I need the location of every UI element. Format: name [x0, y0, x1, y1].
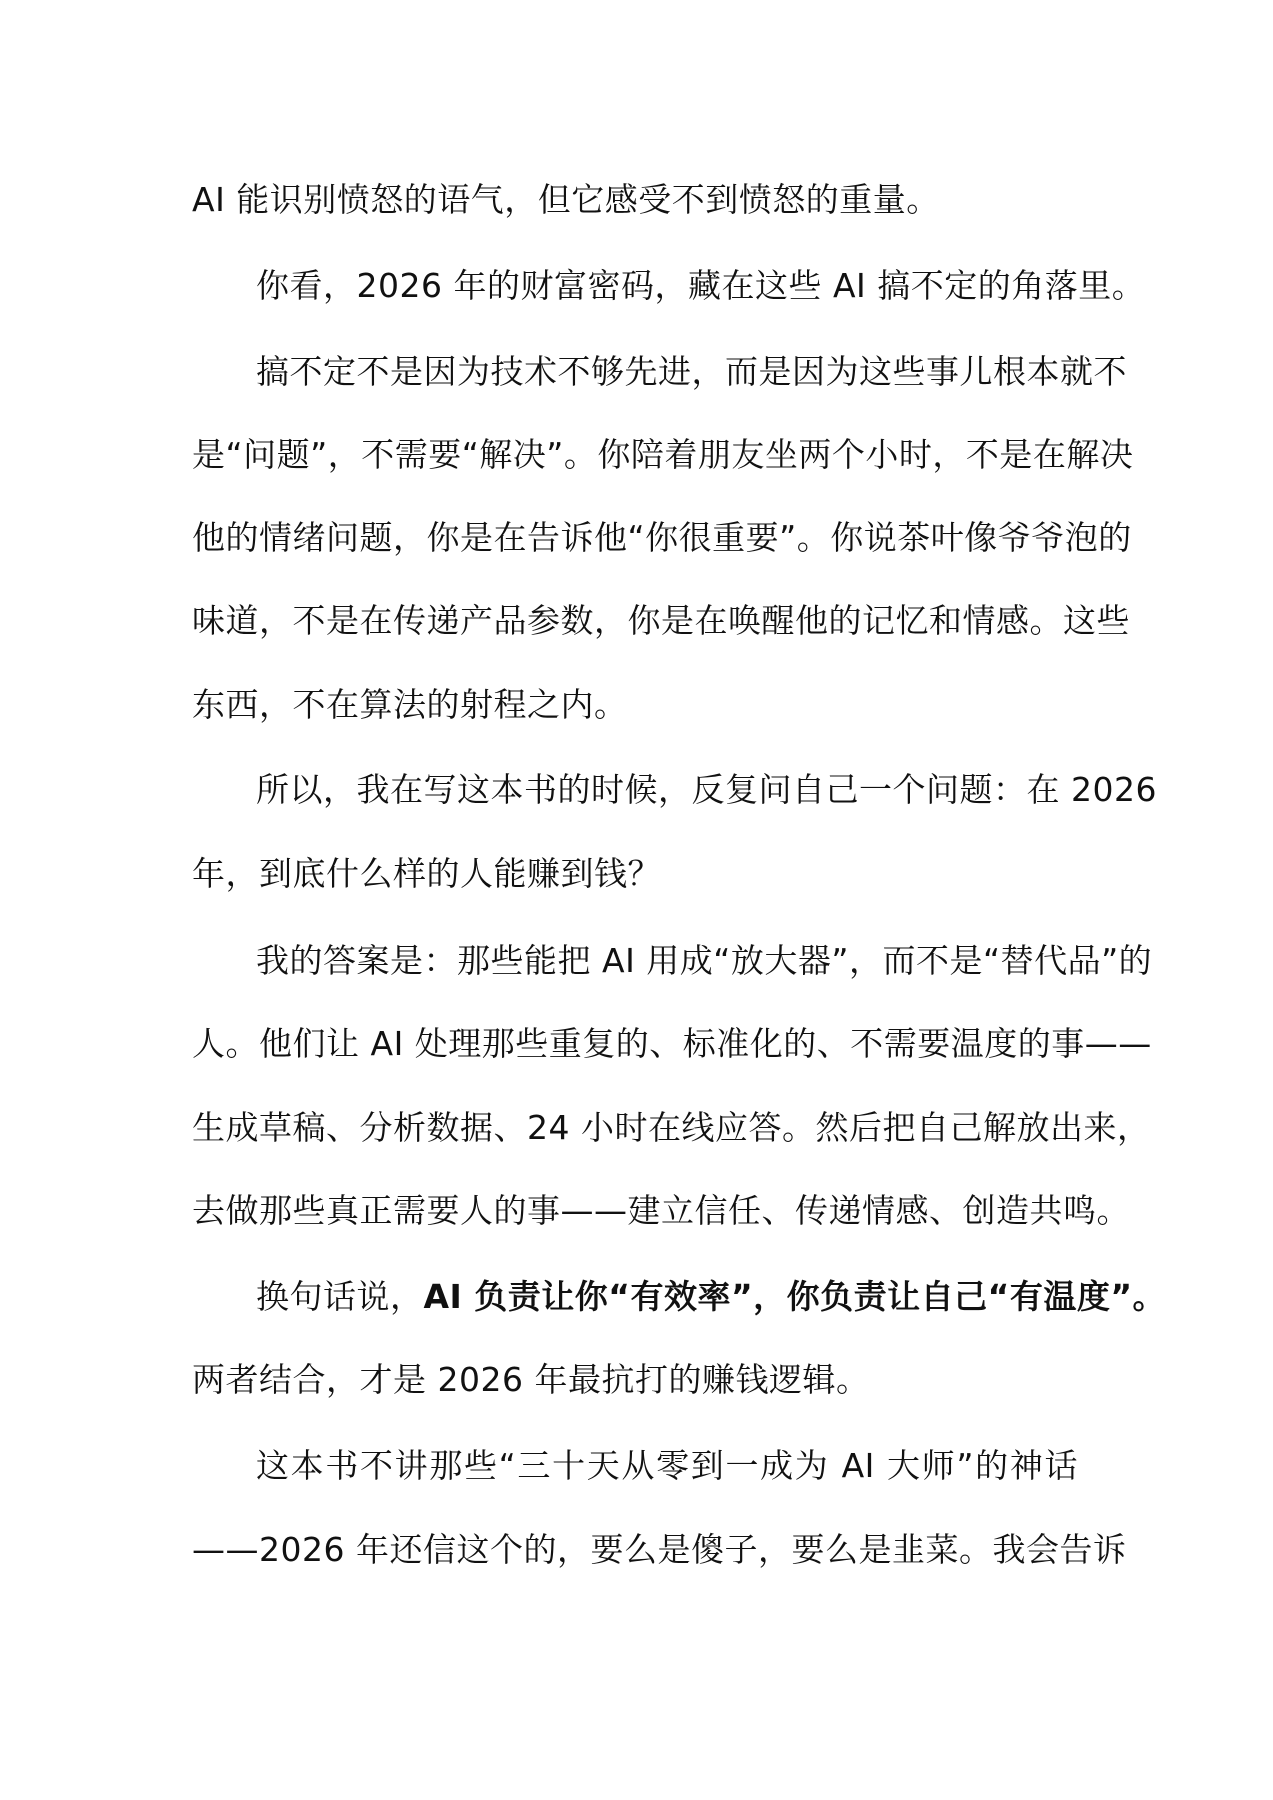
paragraph-7-line-2: ——2026 年还信这个的，要么是傻子，要么是韭菜。我会告诉	[192, 1530, 1127, 1569]
paragraph-3-line-2: 是“问题”，不需要“解决”。你陪着朋友坐两个小时，不是在解决	[192, 435, 1134, 474]
paragraph-3-line-4: 味道，不是在传递产品参数，你是在唤醒他的记忆和情感。这些	[192, 601, 1130, 640]
paragraph-5-line-4: 去做那些真正需要人的事——建立信任、传递情感、创造共鸣。	[192, 1191, 1130, 1230]
paragraph-4-line-1: 所以，我在写这本书的时候，反复问自己一个问题：在 2026	[256, 770, 1157, 809]
paragraph-3-line-5: 东西，不在算法的射程之内。	[192, 685, 628, 724]
paragraph-3-line-1: 搞不定不是因为技术不够先进，而是因为这些事儿根本就不	[256, 352, 1127, 391]
paragraph-6-bold-text: AI 负责让你“有效率”，你负责让自己“有温度”。	[423, 1277, 1167, 1316]
paragraph-1-line-1: AI 能识别愤怒的语气，但它感受不到愤怒的重量。	[192, 180, 940, 219]
paragraph-5-line-3: 生成草稿、分析数据、24 小时在线应答。然后把自己解放出来，	[192, 1108, 1151, 1147]
paragraph-6-line-2: 两者结合，才是 2026 年最抗打的赚钱逻辑。	[192, 1360, 870, 1399]
paragraph-7-line-1: 这本书不讲那些“三十天从零到一成为 AI 大师”的神话	[256, 1446, 1078, 1485]
paragraph-6-lead-text: 换句话说，	[256, 1277, 424, 1316]
paragraph-5-line-1: 我的答案是：那些能把 AI 用成“放大器”，而不是“替代品”的	[256, 941, 1153, 980]
paragraph-6-line-1	[256, 1277, 1167, 1317]
paragraph-4-line-2: 年，到底什么样的人能赚到钱？	[192, 854, 661, 893]
paragraph-2-line-1: 你看，2026 年的财富密码，藏在这些 AI 搞不定的角落里。	[256, 266, 1146, 305]
paragraph-3-line-3: 他的情绪问题，你是在告诉他“你很重要”。你说茶叶像爷爷泡的	[192, 518, 1132, 557]
paragraph-5-line-2: 人。他们让 AI 处理那些重复的、标准化的、不需要温度的事——	[192, 1024, 1152, 1063]
